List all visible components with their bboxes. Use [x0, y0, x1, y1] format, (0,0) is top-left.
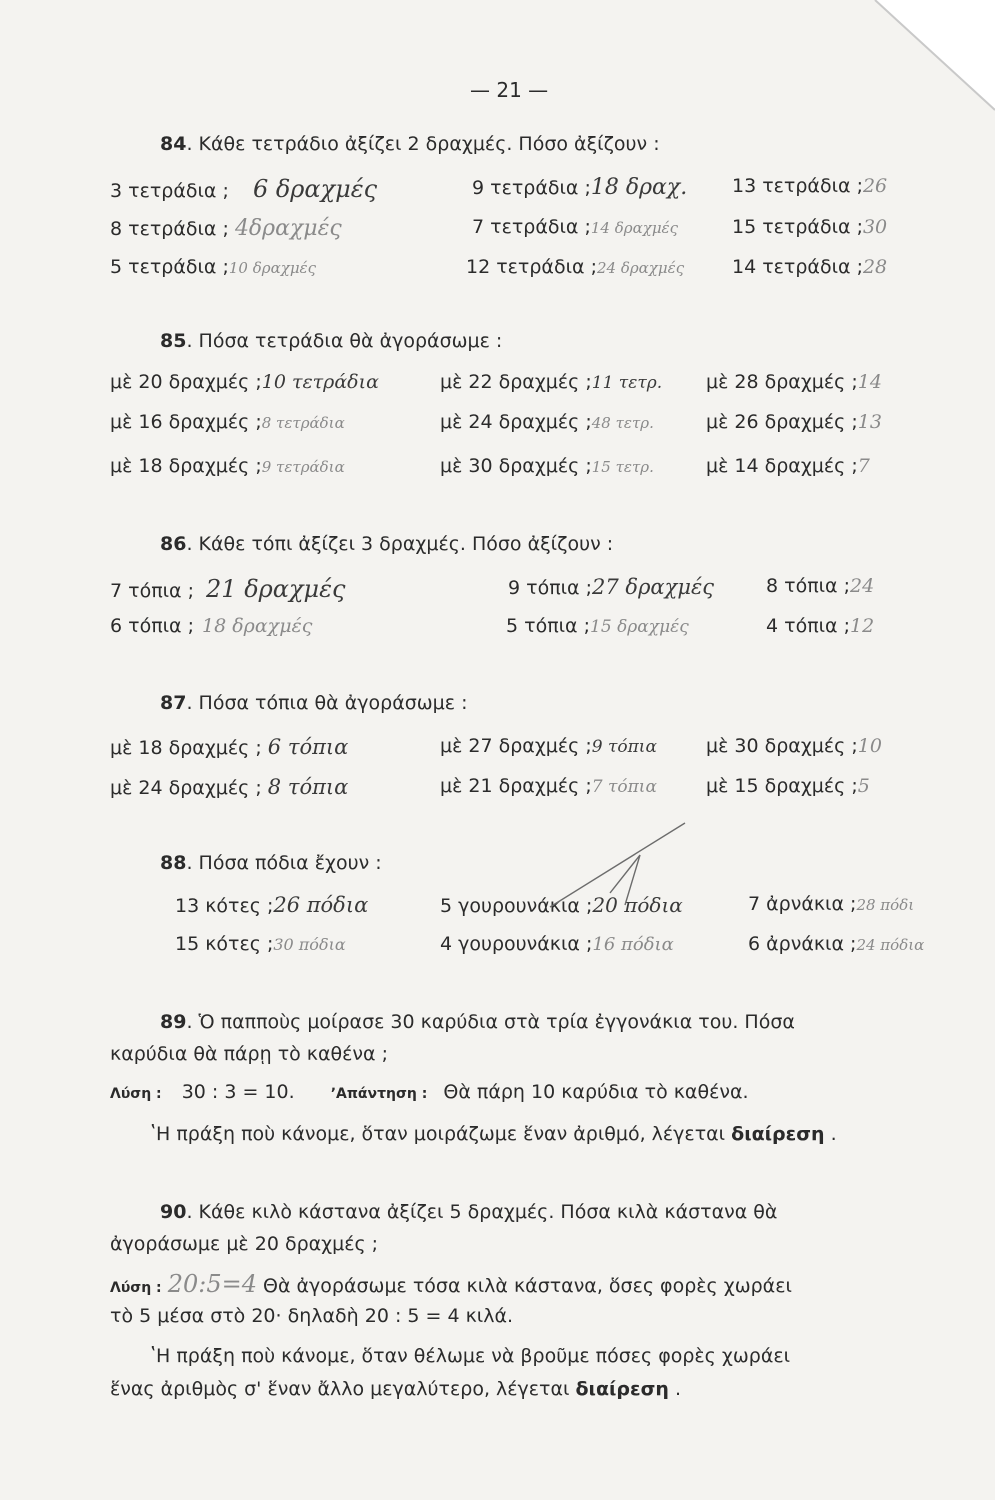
ex85-r3c3: μὲ 14 δραχμές ;7 — [706, 455, 870, 477]
handwritten-answer: 27 δραχμές — [592, 575, 715, 599]
exercise-90-line2: ἀγοράσωμε μὲ 20 δραχμές ; — [110, 1233, 379, 1255]
handwritten-answer: 13 — [857, 411, 882, 433]
exercise-90-line1: 90. Κάθε κιλὸ κάστανα ἀξίζει 5 δραχμές. Πόσα κιλὰ κάστανα θὰ — [160, 1201, 778, 1223]
ex88-r2c1: 15 κότες ;30 πόδια — [175, 933, 346, 955]
handwritten-answer: 15 τετρ. — [591, 458, 654, 476]
ex85-r1c2: μὲ 22 δραχμές ;11 τετρ. — [440, 371, 663, 393]
handwritten-answer: 5 — [857, 775, 870, 797]
handwritten-answer: 7 — [857, 455, 870, 477]
exercise-86-number: 86 — [160, 533, 187, 555]
handwritten-answer: 6 δραχμές — [252, 175, 378, 203]
handwritten-answer: 8 τόπια — [267, 775, 349, 799]
ex88-r1c3: 7 ἀρνάκια ;28 πόδι — [748, 893, 915, 915]
exercise-87-intro — [160, 692, 467, 714]
ex86-r2c3: 4 τόπια ;12 — [766, 615, 875, 637]
exercise-89-rule: ʽΗ πράξη ποὺ κάνομε, ὅταν μοιράζωμε ἕναν ἀριθμό, λέγεται διαίρεση . — [150, 1123, 837, 1145]
handwritten-answer: 14 δραχμές — [590, 219, 679, 237]
ex85-r2c2: μὲ 24 δραχμές ;48 τετρ. — [440, 411, 654, 433]
solution-expression: 30 : 3 = 10. — [181, 1081, 295, 1103]
handwritten-answer: 12 — [850, 615, 875, 637]
exercise-87-number: 87 — [160, 692, 187, 714]
handwritten-answer: 9 τετράδια — [261, 458, 345, 476]
exercise-84-question: . Κάθε τετράδιο ἀξίζει 2 δραχμές. Πόσο ἀξίζουν : — [186, 133, 660, 155]
exercise-89-line1: 89. Ὁ παπποὺς μοίρασε 30 καρύδια στὰ τρία ἐγγονάκια του. Πόσα — [160, 1011, 795, 1033]
ex87-r1c3: μὲ 30 δραχμές ;10 — [706, 735, 882, 757]
exercise-88-number: 88 — [160, 852, 187, 874]
answer-label: ʼΑπάντηση : — [330, 1086, 428, 1102]
handwritten-answer: 26 — [862, 175, 888, 197]
handwritten-answer: 14 — [857, 371, 882, 393]
exercise-88-intro — [160, 852, 382, 874]
exercise-85-question: . Πόσα τετράδια θὰ ἀγοράσωμε : — [186, 330, 503, 352]
handwritten-answer: 15 δραχμές — [590, 617, 689, 637]
exercise-89-solution — [110, 1081, 749, 1103]
exercise-90-number: 90 — [160, 1201, 187, 1223]
exercise-86-question: . Κάθε τόπι ἀξίζει 3 δραχμές. Πόσο ἀξίζουν : — [186, 533, 614, 555]
ex88-r1c2: 5 γουρουνάκια ;20 πόδια — [440, 893, 683, 917]
ex87-r2c3: μὲ 15 δραχμές ;5 — [706, 775, 870, 797]
handwritten-answer: 18 δραχ. — [590, 175, 688, 200]
ex86-r1c2: 9 τόπια ;27 δραχμές — [508, 575, 715, 599]
handwritten-answer: 9 τόπια — [591, 737, 657, 757]
ex84-r3c1: 5 τετράδια ;10 δραχμές — [110, 256, 317, 278]
handwritten-answer: 30 πόδια — [273, 935, 346, 954]
ex86-r2c1: 6 τόπια ; 18 δραχμές — [110, 615, 313, 637]
ex84-r2c2: 7 τετράδια ;14 δραχμές — [472, 216, 679, 238]
handwritten-answer: 28 πόδι — [856, 896, 915, 914]
handwritten-answer: 21 δραχμές — [206, 575, 346, 603]
ex86-r1c3: 8 τόπια ;24 — [766, 575, 875, 597]
handwritten-answer: 24 — [850, 575, 875, 597]
exercise-87-question: . Πόσα τόπια θὰ ἀγοράσωμε : — [186, 692, 468, 714]
handwritten-answer: 28 — [862, 256, 888, 278]
handwritten-answer: 6 τόπια — [267, 735, 349, 759]
exercise-84-number: 84 — [160, 133, 187, 155]
exercise-90-line4: τὸ 5 μέσα στὸ 20· δηλαδὴ 20 : 5 = 4 κιλά. — [110, 1305, 514, 1327]
handwritten-answer: 10 τετράδια — [261, 371, 379, 393]
ex86-r2c2: 5 τόπια ;15 δραχμές — [506, 615, 689, 637]
ex84-r1c3: 13 τετράδια ;26 — [732, 175, 888, 197]
handwritten-answer: 8 τετράδια — [261, 414, 345, 432]
ex85-r3c2: μὲ 30 δραχμές ;15 τετρ. — [440, 455, 654, 477]
handwritten-answer: 26 πόδια — [273, 893, 369, 917]
handwritten-answer: 30 — [862, 216, 888, 238]
exercise-84-intro — [160, 133, 660, 155]
handwritten-answer: 16 πόδια — [592, 934, 674, 955]
handwritten-answer: 24 πόδια — [856, 936, 925, 954]
ex88-r2c2: 4 γουρουνάκια ;16 πόδια — [440, 933, 674, 955]
ex84-r1c1: 3 τετράδια ; 6 δραχμές — [110, 175, 378, 203]
ex84-r2c3: 15 τετράδια ;30 — [732, 216, 888, 238]
answer-text: Θὰ πάρη 10 καρύδια τὸ καθένα. — [443, 1081, 749, 1103]
term-division: διαίρεση — [575, 1378, 669, 1400]
handwritten-answer: 4δραχμές — [234, 216, 342, 241]
exercise-88-question: . Πόσα πόδια ἔχουν : — [186, 852, 382, 874]
page-number: — 21 — — [470, 78, 549, 102]
handwritten-answer: 20 πόδια — [592, 893, 683, 917]
ex88-r1c1: 13 κότες ;26 πόδια — [175, 893, 369, 917]
page-corner-fold — [815, 0, 995, 140]
exercise-90-rule-line2: ἕνας ἀριθμὸς σ' ἕναν ἄλλο μεγαλύτερο, λέγεται διαίρεση . — [110, 1378, 682, 1400]
ex84-r2c1: 8 τετράδια ; 4δραχμές — [110, 216, 342, 241]
handwritten-answer: 24 δραχμές — [596, 259, 685, 277]
ex88-r2c3: 6 ἀρνάκια ;24 πόδια — [748, 933, 925, 955]
exercise-85-intro — [160, 330, 502, 352]
ex85-r1c3: μὲ 28 δραχμές ;14 — [706, 371, 882, 393]
ex87-r2c1: μὲ 24 δραχμές ; 8 τόπια — [110, 775, 349, 799]
ex86-r1c1: 7 τόπια ; 21 δραχμές — [110, 575, 346, 603]
solution-label: Λύση : — [110, 1280, 162, 1296]
ex87-r1c2: μὲ 27 δραχμές ;9 τόπια — [440, 735, 657, 757]
exercise-90-solution: Λύση : 20:5=4 Θὰ ἀγοράσωμε τόσα κιλὰ κάστανα, ὅσες φορὲς χωράει — [110, 1270, 792, 1298]
exercise-85-number: 85 — [160, 330, 187, 352]
ex84-r3c2: 12 τετράδια ;24 δραχμές — [466, 256, 685, 278]
handwritten-answer: 48 τετρ. — [591, 414, 654, 432]
handwritten-answer: 7 τόπια — [591, 777, 657, 797]
ex87-r2c2: μὲ 21 δραχμές ;7 τόπια — [440, 775, 657, 797]
exercise-90-rule-line1: ʽΗ πράξη ποὺ κάνομε, ὅταν θέλωμε νὰ βροῦμε πόσες φορὲς χωράει — [150, 1345, 791, 1367]
ex85-r2c3: μὲ 26 δραχμές ;13 — [706, 411, 882, 433]
handwritten-answer: 18 δραχμές — [202, 615, 313, 637]
ex85-r1c1: μὲ 20 δραχμές ;10 τετράδια — [110, 371, 379, 393]
ex84-r3c3: 14 τετράδια ;28 — [732, 256, 888, 278]
ex85-r3c1: μὲ 18 δραχμές ;9 τετράδια — [110, 455, 345, 477]
pen-stroke-mark — [540, 815, 690, 915]
exercise-89-line2: καρύδια θὰ πάρῃ τὸ καθένα ; — [110, 1043, 388, 1065]
exercise-89-number: 89 — [160, 1011, 187, 1033]
handwritten-answer: 10 δραχμές — [228, 259, 317, 277]
ex84-r1c2: 9 τετράδια ;18 δραχ. — [472, 175, 688, 200]
term-division: διαίρεση — [731, 1123, 825, 1145]
ex87-r1c1: μὲ 18 δραχμές ; 6 τόπια — [110, 735, 349, 759]
handwritten-answer: 10 — [857, 735, 882, 757]
ex85-r2c1: μὲ 16 δραχμές ;8 τετράδια — [110, 411, 345, 433]
handwritten-answer: 11 τετρ. — [591, 373, 663, 393]
exercise-86-intro — [160, 533, 613, 555]
handwritten-answer: 20:5=4 — [167, 1270, 257, 1298]
solution-label: Λύση : — [110, 1086, 162, 1102]
